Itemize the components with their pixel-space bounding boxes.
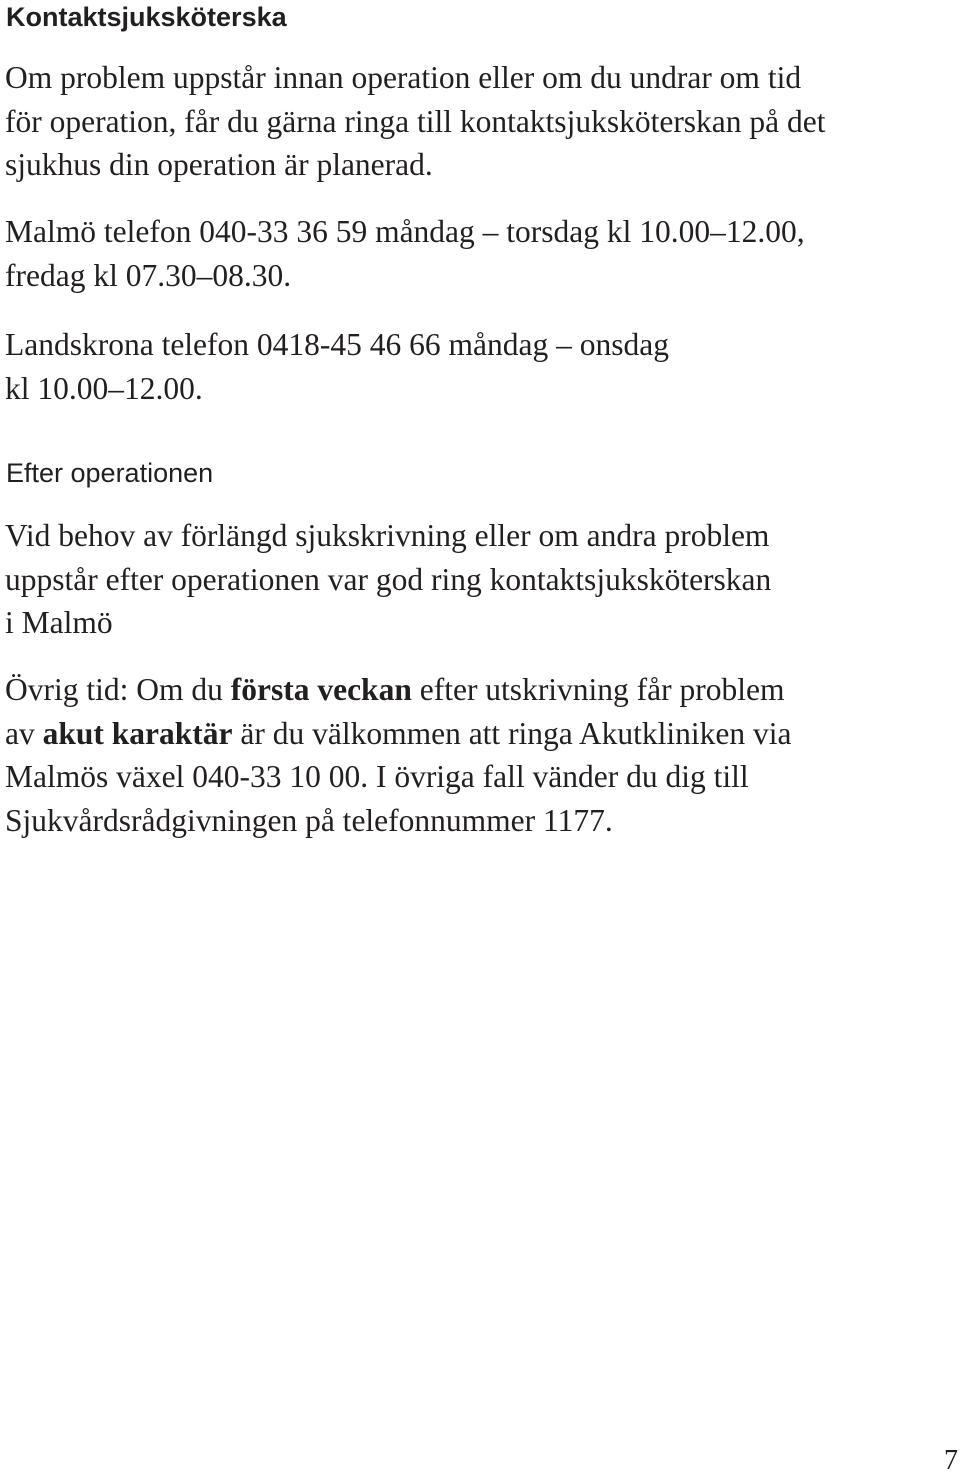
text-line: Malmös växel 040-33 10 00. I övriga fall vänder du dig till bbox=[5, 759, 749, 794]
text-line: sjukhus din operation är planerad. bbox=[5, 147, 433, 182]
text-line bbox=[5, 712, 792, 756]
text-line bbox=[5, 668, 792, 712]
page-number: 7 bbox=[944, 1445, 958, 1476]
text-line: i Malmö bbox=[5, 605, 113, 640]
text-segment: av bbox=[5, 715, 43, 751]
sick-leave-paragraph bbox=[5, 514, 771, 645]
text-line: fredag kl 07.30–08.30. bbox=[5, 257, 292, 293]
malmo-phone-paragraph bbox=[5, 210, 805, 297]
text-line: uppstår efter operationen var god ring kontaktsjuksköterskan bbox=[5, 561, 772, 597]
text-line: Om problem uppstår innan operation eller om du undrar om tid bbox=[5, 60, 802, 95]
landskrona-phone-paragraph bbox=[5, 323, 669, 410]
text-line: Vid behov av förlängd sjukskrivning eller om andra problem bbox=[5, 518, 770, 553]
text-segment: efter utskrivning får problem bbox=[411, 672, 785, 707]
emphasis-forsta-veckan: första veckan bbox=[230, 672, 412, 707]
heading-efter-operationen: Efter operationen bbox=[6, 458, 214, 488]
other-time-paragraph bbox=[5, 668, 792, 842]
emphasis-akut-karaktar: akut karaktär bbox=[42, 715, 233, 751]
text-line: för operation, får du gärna ringa till kontaktsjuksköterskan på det bbox=[5, 103, 826, 139]
text-segment: är du välkommen att ringa Akutkliniken via bbox=[232, 715, 792, 751]
text-line: kl 10.00–12.00. bbox=[5, 370, 203, 406]
text-line: Malmö telefon 040-33 36 59 måndag – torsdag kl 10.00–12.00, bbox=[5, 214, 805, 249]
contact-intro-paragraph bbox=[5, 56, 826, 187]
heading-kontaktsjukskoterska: Kontaktsjuksköterska bbox=[6, 2, 287, 32]
text-line: Sjukvårdsrådgivningen på telefonnummer 1177. bbox=[5, 802, 613, 838]
text-line: Landskrona telefon 0418-45 46 66 måndag – onsdag bbox=[5, 327, 669, 362]
text-segment: Övrig tid: Om du bbox=[5, 672, 231, 707]
